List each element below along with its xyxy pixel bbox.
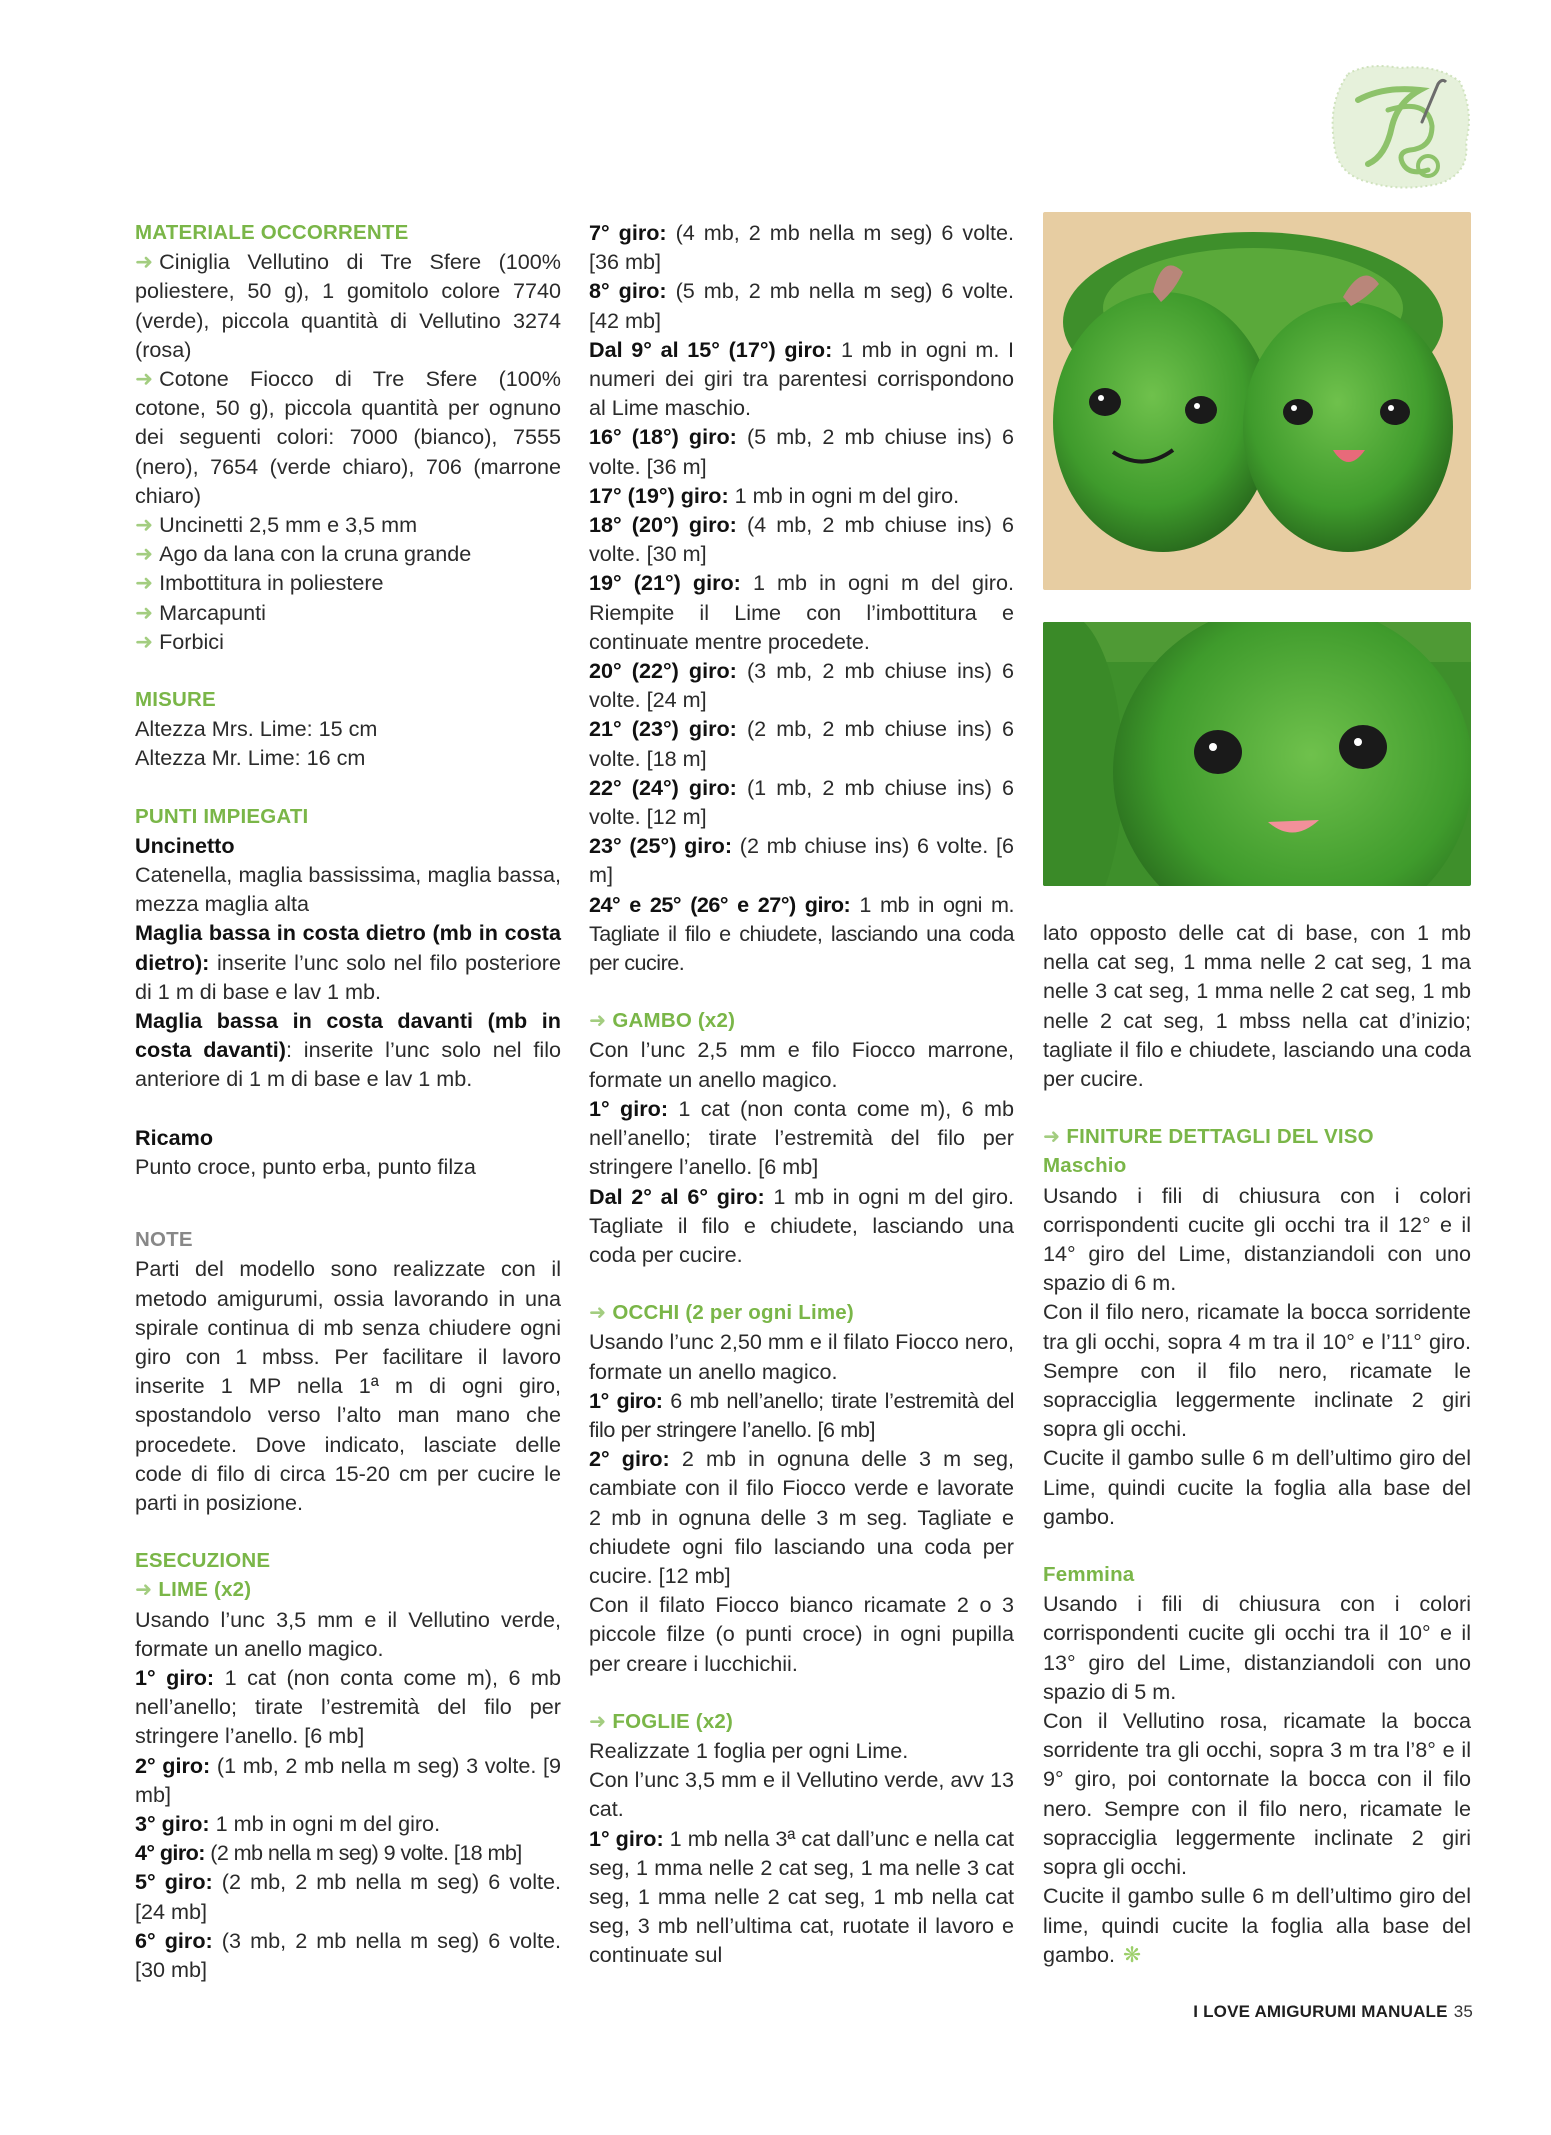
- mb-davanti-paragraph: Maglia bassa in costa davanti (mb in costa davanti): inserite l’unc solo nel filo anteriore di 1 m di base e lav 1 mb.: [135, 1008, 561, 1092]
- round-instruction: 7° giro: (4 mb, 2 mb nella m seg) 6 volte. [36 mb]: [589, 220, 1015, 275]
- round-instruction: 4° giro: (2 mb nella m seg) 9 volte. [18 mb]: [135, 1840, 522, 1866]
- materiale-item: ➜ Forbici: [135, 628, 224, 654]
- round-instruction: 1° giro: 1 mb nella 3ª cat dall’unc e nella cat seg, 1 mma nelle 2 cat seg, 1 ma nelle 3 cat seg, 1 mma nelle 2 cat seg, 1 mb nella cat seg, 3 mb nell’ultima cat, ruotate il lavoro e continuate sul: [589, 1825, 1014, 1968]
- column-3: [1043, 918, 1471, 1969]
- round-instruction: 17° (19°) giro: 1 mb in ogni m del giro.: [589, 482, 960, 508]
- gambo-intro: Con l’unc 2,5 mm e filo Fiocco marrone, formate un anello magico.: [589, 1037, 1014, 1092]
- round-instruction: 16° (18°) giro: (5 mb, 2 mb chiuse ins) 6 volte. [36 m]: [589, 424, 1014, 479]
- arrow-right-icon: ➜: [589, 1009, 607, 1033]
- arrow-right-icon: ➜: [135, 1578, 153, 1602]
- materiale-item: ➜ Uncinetti 2,5 mm e 3,5 mm: [135, 512, 418, 538]
- round-instruction: 1° giro: 1 cat (non conta come m), 6 mb nell’anello; tirate l’estremità del filo per stringere l’anello. [6 mb]: [589, 1095, 1014, 1180]
- note-text: Parti del modello sono realizzate con il metodo amigurumi, ossia lavorando in una spirale continua di mb senza chiudere ogni giro con 1 mbss. Per facilitare il lavoro inserite 1 MP nella 1ª m di ogni giro, spostandolo verso l’alto man mano che procedete. Dove indicato, lasciate delle code di filo di circa 15-20 cm per cucire le parti in posizione.: [135, 1256, 561, 1515]
- round-instruction: Dal 2° al 6° giro: 1 mb in ogni m del giro. Tagliate il filo e chiudete, lasciando una coda per cucire.: [589, 1183, 1014, 1267]
- page-number: 35: [1453, 2002, 1473, 2021]
- femmina-paragraph: Con il Vellutino rosa, ricamate la bocca sorridente tra gli occhi, sopra 3 m tra l’8° e il 9° giro, poi contornate la bocca con il filo nero. Sempre con il filo nero, ricamate le sopracciglia leggermente inclinate 2 giri sopra gli occhi.: [1043, 1708, 1471, 1880]
- femmina-paragraph: Usando i fili di chiusura con i colori corrispondenti cucite gli occhi tra il 10° e il 13° giro del Lime, distanziandoli con uno spazio di 5 m.: [1043, 1591, 1471, 1704]
- lime-intro: Usando l’unc 3,5 mm e il Vellutino verde, formate un anello magico.: [135, 1606, 561, 1661]
- magazine-title: I LOVE AMIGURUMI MANUALE: [1193, 2002, 1448, 2021]
- round-instruction: 21° (23°) giro: (2 mb, 2 mb chiuse ins) 6 volte. [18 m]: [589, 716, 1014, 771]
- arrow-right-icon: ➜: [135, 570, 154, 596]
- arrow-right-icon: ➜: [135, 249, 154, 275]
- misure-heading: MISURE: [135, 688, 216, 712]
- lime-closeup-photo: [1043, 622, 1471, 886]
- occhi-heading: ➜ OCCHI (2 per ogni Lime): [589, 1301, 854, 1325]
- materiale-item: ➜ Marcapunti: [135, 599, 266, 625]
- arrow-right-icon: ➜: [135, 599, 154, 625]
- uncinetto-text: Catenella, maglia bassissima, maglia bassa, mezza maglia alta: [135, 862, 561, 917]
- round-instruction: Dal 9° al 15° (17°) giro: 1 mb in ogni m. I numeri dei giri tra parentesi corrispondono al Lime maschio.: [589, 336, 1015, 421]
- column-1: [135, 218, 561, 1984]
- lime-heading: ➜ LIME (x2): [135, 1578, 252, 1602]
- round-instruction: 18° (20°) giro: (4 mb, 2 mb chiuse ins) 6 volte. [30 m]: [589, 512, 1014, 567]
- round-instruction: 24° e 25° (26° e 27°) giro: 1 mb in ogni m. Tagliate il filo e chiudete, lasciando una coda per cucire.: [589, 891, 1014, 976]
- round-instruction: 8° giro: (5 mb, 2 mb nella m seg) 6 volte. [42 mb]: [589, 278, 1015, 333]
- round-instruction: 1° giro: 6 mb nell’anello; tirate l’estremità del filo per stringere l’anello. [6 mb]: [589, 1387, 1014, 1442]
- materiale-item: ➜ Ciniglia Vellutino di Tre Sfere (100% poliestere, 50 g), 1 gomitolo colore 7740 (verde), piccola quantità di Vellutino 3274 (rosa): [135, 249, 561, 362]
- ricamo-label: Ricamo: [135, 1124, 214, 1150]
- round-instruction: 19° (21°) giro: 1 mb in ogni m del giro. Riempite il Lime con l’imbottitura e continuate mentre procedete.: [589, 570, 1014, 654]
- arrow-right-icon: ➜: [589, 1301, 607, 1325]
- occhi-outro: Con il filato Fiocco bianco ricamate 2 o 3 piccole filze (o punti croce) in ogni pupilla per creare i lucchichii.: [589, 1592, 1014, 1676]
- round-instruction: 3° giro: 1 mb in ogni m del giro.: [135, 1810, 441, 1836]
- occhi-intro: Usando l’unc 2,50 mm e il filato Fiocco nero, formate un anello magico.: [589, 1329, 1014, 1384]
- foglie-continuation: lato opposto delle cat di base, con 1 mb nella cat seg, 1 mma nelle 2 cat seg, 1 ma nelle 3 cat seg, 1 mma nelle 2 cat seg, 1 mb nelle 2 cat seg, 1 mbss nella cat d’inizio; tagliate il filo e chiudete, lasciando una coda per cucire.: [1043, 920, 1471, 1092]
- materiale-item: ➜ Cotone Fiocco di Tre Sfere (100% cotone, 50 g), piccola quantità per ognuno dei seguenti colori: 7000 (bianco), 7555 (nero), 7654 (verde chiaro), 706 (marrone chiaro): [135, 366, 561, 508]
- note-heading: NOTE: [135, 1228, 193, 1252]
- round-instruction: 1° giro: 1 cat (non conta come m), 6 mb nell’anello; tirate l’estremità del filo per stringere l’anello. [6 mb]: [135, 1664, 561, 1749]
- finiture-heading: ➜ FINITURE DETTAGLI DEL VISO: [1043, 1125, 1374, 1149]
- materiale-item: ➜ Imbottitura in poliestere: [135, 570, 384, 596]
- arrow-right-icon: ➜: [1043, 1125, 1061, 1149]
- maschio-paragraph: Usando i fili di chiusura con i colori corrispondenti cucite gli occhi tra il 12° e il 14° giro del Lime, distanziandoli con uno spazio di 6 m.: [1043, 1182, 1471, 1296]
- misure-line: Altezza Mrs. Lime: 15 cm: [135, 716, 378, 742]
- round-instruction: 22° (24°) giro: (1 mb, 2 mb chiuse ins) 6 volte. [12 m]: [589, 774, 1014, 830]
- foglie-heading: ➜ FOGLIE (x2): [589, 1709, 734, 1733]
- uncinetto-label: Uncinetto: [135, 832, 235, 858]
- gambo-heading: ➜ GAMBO (x2): [589, 1009, 736, 1033]
- femmina-paragraph: Cucite il gambo sulle 6 m dell’ultimo giro del lime, quindi cucite la foglia alla base del gambo. ❋: [1043, 1883, 1471, 1967]
- round-instruction: 6° giro: (3 mb, 2 mb nella m seg) 6 volte. [30 mb]: [135, 1927, 561, 1982]
- materiale-item: ➜ Ago da lana con la cruna grande: [135, 541, 472, 567]
- round-instruction: 20° (22°) giro: (3 mb, 2 mb chiuse ins) 6 volte. [24 m]: [589, 658, 1014, 713]
- arrow-right-icon: ➜: [135, 541, 154, 567]
- materiale-heading: MATERIALE OCCORRENTE: [135, 221, 409, 244]
- maschio-paragraph: Con il filo nero, ricamate la bocca sorridente tra gli occhi, sopra 4 m tra il 10° e l’11° giro. Sempre con il filo nero, ricamate le sopracciglia leggermente inclinate 2 giri sopra gli occhi.: [1043, 1299, 1471, 1442]
- round-instruction: 23° (25°) giro: (2 mb chiuse ins) 6 volte. [6 m]: [589, 833, 1014, 888]
- esecuzione-heading: ESECUZIONE: [135, 1549, 271, 1573]
- arrow-right-icon: ➜: [589, 1709, 607, 1733]
- foglie-line: Con l’unc 3,5 mm e il Vellutino verde, avv 13 cat.: [589, 1767, 1014, 1822]
- femmina-label: Femmina: [1043, 1563, 1135, 1587]
- maschio-label: Maschio: [1043, 1154, 1127, 1178]
- ricamo-text: Punto croce, punto erba, punto filza: [135, 1153, 476, 1179]
- lime-amigurumi-photo: [1043, 212, 1471, 590]
- page-footer: [1193, 2002, 1473, 2022]
- arrow-right-icon: ➜: [135, 366, 154, 392]
- foglie-line: Realizzate 1 foglia per ogni Lime.: [589, 1737, 909, 1763]
- round-instruction: 2° giro: 2 mb in ognuna delle 3 m seg, cambiate con il filo Fiocco verde e lavorate 2 mb in ognuna delle 3 m seg. Tagliate e chiudete ogni filo lasciando una coda per cucire. [12 mb]: [589, 1446, 1014, 1588]
- misure-line: Altezza Mr. Lime: 16 cm: [135, 745, 366, 771]
- mb-dietro-paragraph: Maglia bassa in costa dietro (mb in costa dietro): inserite l’unc solo nel filo posteriore di 1 m di base e lav 1 mb.: [135, 920, 561, 1004]
- round-instruction: 2° giro: (1 mb, 2 mb nella m seg) 3 volte. [9 mb]: [135, 1752, 561, 1807]
- arrow-right-icon: ➜: [135, 628, 154, 654]
- round-instruction: 5° giro: (2 mb, 2 mb nella m seg) 6 volte. [24 mb]: [135, 1869, 561, 1924]
- flower-end-icon: ❋: [1123, 1941, 1142, 1967]
- maschio-paragraph: Cucite il gambo sulle 6 m dell’ultimo giro del Lime, quindi cucite la foglia alla base del gambo.: [1043, 1445, 1471, 1529]
- arrow-right-icon: ➜: [135, 512, 154, 538]
- column-2: [589, 218, 1014, 1970]
- crochet-logo-icon: [1328, 62, 1472, 190]
- punti-heading: PUNTI IMPIEGATI: [135, 804, 309, 828]
